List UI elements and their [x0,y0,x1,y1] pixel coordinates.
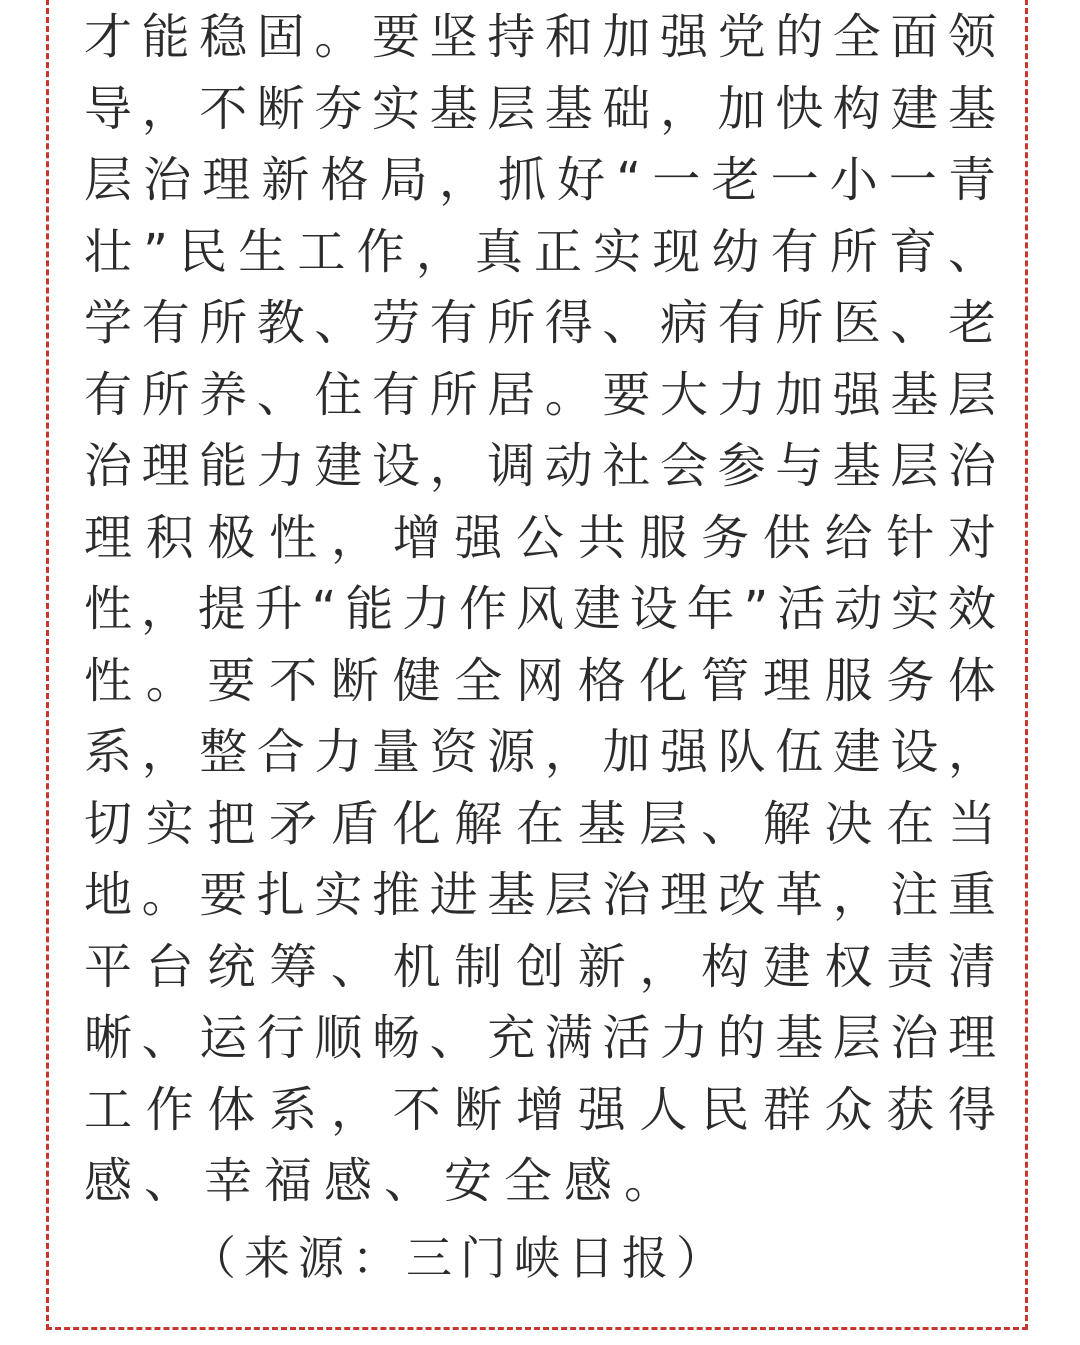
article-line: 才能稳固。要坚持和加强党的全面领 [84,9,996,65]
article-line: 壮”民生工作，真正实现幼有所育、 [84,223,996,280]
article-body [84,0,996,1218]
article-line: 地。要扎实推进基层治理改革，注重 [84,867,996,923]
article-line: 理积极性，增强公共服务供给针对 [84,509,996,566]
article-line: 性，提升“能力作风建设年”活动实效 [84,581,996,637]
article-line: 有所养、住有所居。要大力加强基层 [84,366,996,423]
article-line: 学有所教、劳有所得、病有所医、老 [84,295,996,351]
article-line: 导，不断夯实基层基础，加快构建基 [84,80,996,137]
article-line: 平台统筹、机制创新，构建权责清 [84,938,996,995]
article-line: 晰、运行顺畅、充满活力的基层治理 [84,1010,996,1066]
article-line: 感、幸福感、安全感。 [84,1153,685,1209]
article-line: 性。要不断健全网格化管理服务体 [84,652,996,709]
article-line: 工作体系，不断增强人民群众获得 [84,1081,996,1138]
article-line: 切实把矛盾化解在基层、解决在当 [84,795,996,852]
article-line: 系，整合力量资源，加强队伍建设， [84,724,996,780]
article-source: （来源：三门峡日报） [190,1231,730,1285]
article-line: 层治理新格局，抓好“一老一小一青 [84,152,996,208]
article-line: 治理能力建设，调动社会参与基层治 [84,438,996,494]
